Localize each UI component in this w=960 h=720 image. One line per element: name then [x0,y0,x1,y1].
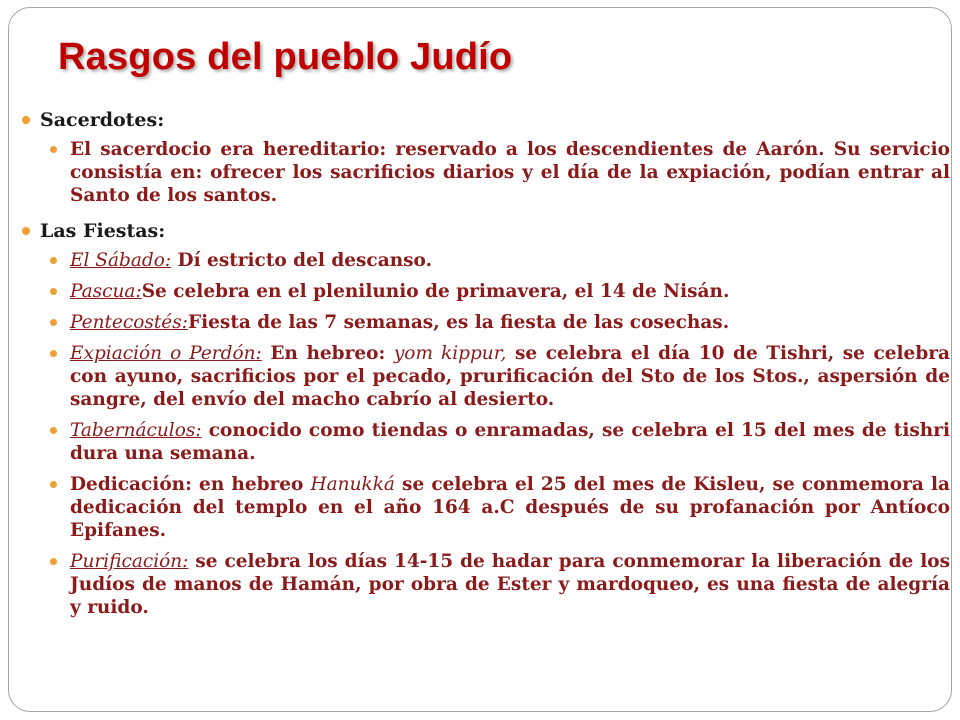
section-heading [22,108,950,132]
item-text: Fiesta de las 7 semanas, es la fiesta de las cosechas. [187,312,730,333]
item-pre: Dedicación: en hebreo [70,474,311,495]
slide-title: Rasgos del pueblo Judío [58,36,513,78]
bullet-icon [50,257,57,264]
item-text: Se celebra en el plenilunio de primavera, el 14 de Nisán. [141,281,730,302]
list-item-expiacion [50,342,950,411]
item-label: Expiación o Perdón: [70,343,262,364]
heading-text: Las Fiestas: [40,220,166,242]
bullet-icon [22,116,30,124]
bullet-icon [50,146,57,153]
list-item-dedicacion [50,473,950,542]
list-item-purificacion [50,550,950,619]
section-fiestas [22,219,950,619]
item-text: El sacerdocio era hereditario: reservado a los descendientes de Aarón. Su servicio consistía en: ofrecer los sacrificios diarios y el día de la expiación, podían entrar al Santo de los santos. [70,139,950,206]
bullet-icon [50,481,57,488]
bullet-icon [50,319,57,326]
item-pre: En hebreo: [261,343,394,364]
item-label: Pentecostés: [70,312,188,333]
section-heading [22,219,950,243]
list-item-pascua [50,280,950,303]
item-label: El Sábado: [70,250,172,271]
section-sacerdotes [22,108,950,207]
heading-text: Sacerdotes: [40,109,165,131]
list-item-sabado [50,249,950,272]
item-text: se celebra los días 14-15 de hadar para conmemorar la liberación de los Judíos de manos de Hamán, por obra de Ester y mardoqueo, es una fiesta de alegría y ruido. [70,551,950,618]
item-text: se celebra el día 10 de Tishri, se celebra con ayuno, sacrificios por el pecado, prurificación del Sto de los Stos., aspersión de sangre, del envío del macho cabrío al desierto. [70,343,950,410]
item-label: Purificación: [70,551,189,572]
list-item-pentecostes [50,311,950,334]
bullet-icon [50,427,57,434]
item-label: Pascua: [70,281,142,302]
bullet-icon [22,227,30,235]
item-label: Tabernáculos: [70,420,202,441]
bullet-icon [50,350,57,357]
item-text: conocido como tiendas o enramadas, se celebra el 15 del mes de tishri dura una semana. [70,420,950,464]
list-item-tabernaculos [50,419,950,465]
item-text: se celebra el 25 del mes de Kisleu, se conmemora la dedicación del templo en el año 164 a.C después de su profanación por Antíoco Epifanes. [70,474,950,541]
bullet-icon [50,288,57,295]
bullet-icon [50,558,57,565]
item-italic: Hanukká [310,474,395,495]
list-item [50,138,950,207]
item-italic: yom kippur, [393,343,507,364]
slide-content [22,108,950,631]
item-text: Dí estricto del descanso. [171,250,433,271]
